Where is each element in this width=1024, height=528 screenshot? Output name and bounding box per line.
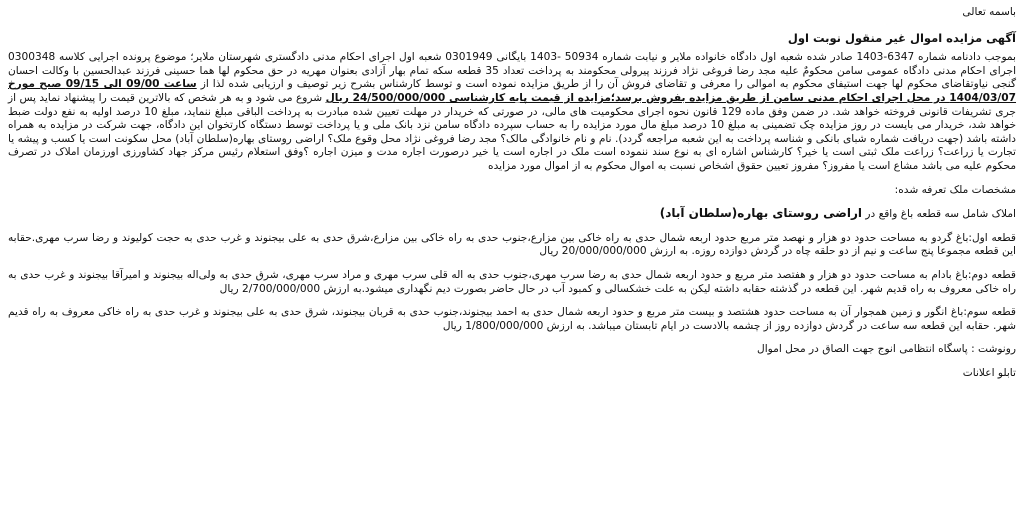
notice-board: تابلو اعلانات xyxy=(962,366,1016,379)
specs-heading: مشخصات ملک تعرفه شده: xyxy=(894,183,1016,196)
auction-time-and-base-price: ساعت 09/00 الی 09/15 صبح مورخ 1404/03/07 در محل اجرای احکام مدنی سامن از طریق مزایده بفروش برسد؛مزایده از قیمت پایه کارشناسی 24/500/000/000 ریال xyxy=(8,78,1017,104)
location-prefix: املاک شامل سه قطعه باغ واقع در xyxy=(865,208,1016,221)
location-region: اراضی روستای بهاره(سلطان آباد) xyxy=(659,206,862,221)
notice-title: آگهی مزایده اموال غیر منقول نوبت اول xyxy=(787,30,1016,45)
parcel-1: قطعه اول:باغ گردو به مساحت حدود دو هزار و نهصد متر مربع حدود اربعه شمال حدی به راه خاکی بین مزارع،جنوب حدی به راه خاکی بین مزارع،شرق حدی به علی بیجنوند و غرب حدی به حجت کولیوند و رضا سرب مهری.حقابه این قطعه مجموعا پنج ساعت و نیم از دو حلقه چاه در گردش دوازده روزه. به ارزش 20/000/000/000 ریال xyxy=(8,231,1016,258)
intro-text-2: شروع می شود و به هر شخص که بالاترین قیمت را پیشنهاد نماید پس از جری تشریفات قانونی فروخته خواهد شد. در ضمن وفق ماده 129 قانون نحوه اجرای محکومیت های مالی، در صورتی که خریدار در مهلت تعیین شده مبادرت به پرداخت الباقی مبلغ ننماید، مبلغ 10 درصد اولیه به نفع دولت ضبط خواهد شد، خریدار می بایست در روز مزایده چک تضمینی به مبلغ 10 درصد مبلغ مال مورد مزایده را به حساب سپرده دادگاه سامن نزد بانک ملی و یا پرداخت توسط دستگاه کارتخوان این دادگاه، جهت شرکت در مزایده به همراه داشته باشد (جهت دریافت شماره شبای بانکی و شناسه پرداخت به این شعبه مراجعه گردد). نام و نام خانوادگی مالک؟ مجد رضا فروغی نژاد محل وقوع ملک؟ اراضی روستای بهاره(سلطان آباد) محل سکونت است یا کسب و پیشه یا تجارت یا زراعت؟ زراعت ملک ثبتی است یا خیر؟ کارشناس اشاره ای به نوع سند ننموده است ملک در اجاره است یا خیر درصورت اجاره مدت و میزن اجاره ؟وفق استعلام رئیس مرکز جهاد کشاورزی اورزمان املاک در تصرف محکوم علیه می باشد مشاع است یا مفروز؟ مفروز تعیین حقوق اشخاص نسبت به اموال محکوم به از اموال مورد مزایده xyxy=(8,91,1016,172)
intro-text-1: بموجب دادنامه شماره 6347-1403 صادر شده شعبه اول دادگاه خانواده ملایر و نیابت شماره 50934 -1403 بایگانی 0301949 شعبه اول اجرای احکام مدنی دادگستری شهرستان ملایر؛ موضوع پرونده اجرایی کلاسه 0300348 اجرای احکام مدنی دادگاه عمومی سامن محکومٌ علیه مجد رضا فروغی نژاد فرزند پیرولی محکومند به پرداخت تعداد 35 قطعه سکه تمام بهار آزادی بعنوان مهریه در حق محکوم لها هما حسینی فرزند عبدالحسین با وکالت احسان گنجی نیاوتقاضای محکوم لها جهت استیفای محکوم به اموالی را معرفی و تقاضای فروش آن را از طریق مزایده نموده است و توسط کارشناس بشرح زیر توصیف و ارزیابی شده لذا از xyxy=(8,51,1017,91)
parcel-2: قطعه دوم:باغ بادام به مساحت حدود دو هزار و هفتصد متر مربع و حدود اربعه شمال حدی به رضا سرب مهری،جنوب حدی به اله قلی سرب مهری و مراد سرب مهری، شرق حدی به ولی‌اله بیجنوند و امیرآقا بیجنوند و غرب حدی به راه خاکی معروف به راه قدیم شهر. این قطعه در گذشته حقابه داشته لیکن به علت خشکسالی و کمبود آب در حال حاضر بصورت دیم نگهداری میشود.به ارزش 2/700/000/000 ریال xyxy=(8,268,1016,295)
property-location xyxy=(8,207,1016,222)
basmala: باسمه تعالی xyxy=(962,6,1016,18)
parcel-3: قطعه سوم:باغ انگور و زمین همجوار آن به مساحت حدود هشتصد و بیست متر مربع و حدود اربعه شمال حدی به احمد بیجنوند،جنوب حدی به قربان بیجنوند، شرق حدی به علی بیجنوند و غرب حدی به راه خاکی معروف به راه قدیم شهر. حقابه این قطعه سه ساعت در گردش دوازده روز از چشمه بالادست در ایام تابستان میباشد. به ارزش 1/800/000/000 ریال xyxy=(8,306,1016,332)
intro-paragraph xyxy=(8,51,1016,173)
copy-recipient: رونوشت : پاسگاه انتظامی انوج جهت الصاق در محل اموال xyxy=(757,343,1016,356)
